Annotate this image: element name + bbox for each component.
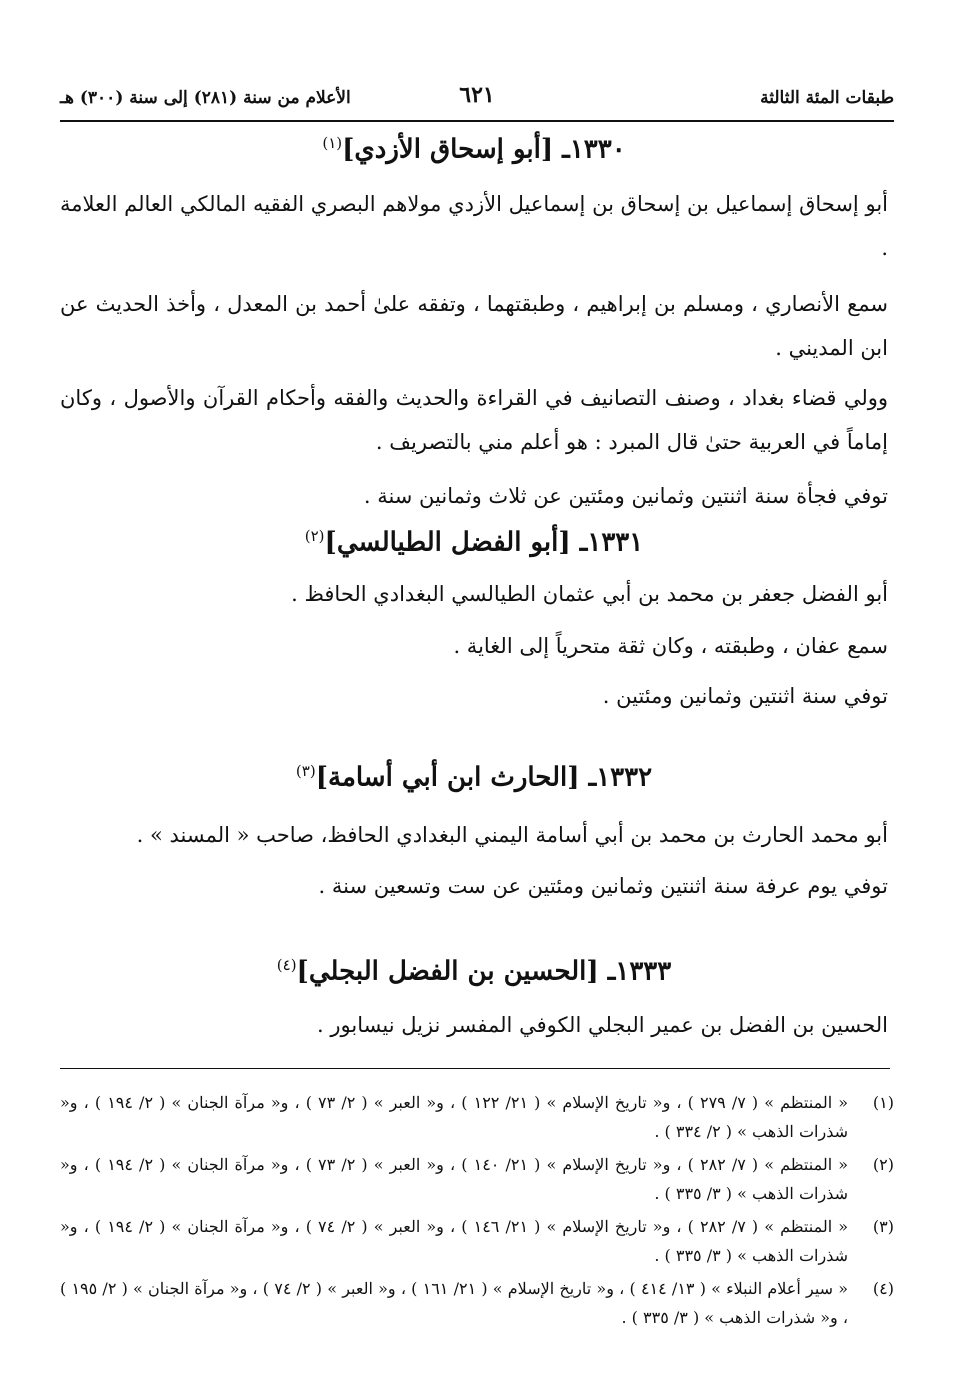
footnote-number: (١) — [872, 1093, 894, 1112]
footnote — [60, 1274, 894, 1332]
footnote-text: « سير أعلام النبلاء » ( ١٣/ ٤١٤ ) ، و« تاريخ الإسلام » ( ٢١/ ١٦١ ) ، و« العبر » ( ٢/ ٧٤ ) ، و« مرآة الجنان » ( ٢/ ١٩٥ ) ، و« شذرات الذهب » ( ٣/ ٣٣٥ ) . — [60, 1279, 849, 1327]
footnote-ref: (٣) — [295, 762, 316, 780]
entry-paragraph: توفي سنة اثنتين وثمانين ومئتين . — [602, 684, 888, 708]
entry-title: ١٣٣٣ـ [الحسين بن الفضل البجلي]$^{(٤)}$ — [276, 956, 672, 987]
entry-paragraph: الحسين بن الفضل بن عمير البجلي الكوفي المفسر نزيل نيسابور . — [317, 1013, 888, 1037]
entry-paragraph: سمع عفان ، وطبقته ، وكان ثقة متحرياً إلى الغاية . — [453, 634, 888, 658]
entry-title: ١٣٣٠ـ [أبو إسحاق الأزدي]$^{(١)}$ — [322, 134, 626, 165]
footnote-ref: (٤) — [276, 956, 297, 974]
footnote-number: (٤) — [872, 1279, 894, 1298]
running-header — [60, 82, 894, 122]
header-rule — [60, 120, 894, 122]
entry-paragraph: توفي يوم عرفة سنة اثنتين وثمانين ومئتين عن ست وتسعين سنة . — [318, 874, 888, 898]
entry-title: ١٣٣٢ـ [الحارث ابن أبي أسامة]$^{(٣)}$ — [295, 762, 653, 793]
entry-paragraph: أبو الفضل جعفر بن محمد بن أبي عثمان الطيالسي البغدادي الحافظ . — [291, 582, 888, 606]
page-number: ٦٢١ — [459, 82, 495, 108]
entry-paragraph: سمع الأنصاري ، ومسلم بن إبراهيم ، وطبقتهما ، وتفقه علىٰ أحمد بن المعدل ، وأخذ الحديث عن ابن المديني . — [60, 292, 888, 360]
footnote-number: (٣) — [872, 1217, 894, 1236]
footnote — [60, 1212, 894, 1270]
section-title: طبقات المئة الثالثة — [760, 88, 894, 108]
footnote-number: (٢) — [872, 1155, 894, 1174]
entry-paragraph: توفي فجأة سنة اثنتين وثمانين ومئتين عن ثلاث وثمانين سنة . — [363, 484, 888, 508]
entry-paragraph: أبو إسحاق إسماعيل بن إسحاق بن إسماعيل الأزدي مولاهم البصري الفقيه المالكي العالم العلامة . — [60, 192, 888, 260]
entry-title: ١٣٣١ـ [أبو الفضل الطيالسي]$^{(٢)}$ — [304, 527, 644, 558]
footnote-text: « المنتظم » ( ٧/ ٢٧٩ ) ، و« تاريخ الإسلام » ( ٢١/ ١٢٢ ) ، و« العبر » ( ٢/ ٧٣ ) ، و« مرآة الجنان » ( ٢/ ١٩٤ ) ، و« شذرات الذهب » ( ٢/ ٣٣٤ ) . — [60, 1093, 849, 1141]
chapter-range: الأعلام من سنة (٢٨١) إلى سنة (٣٠٠) هـ — [60, 88, 351, 108]
footnote-text: « المنتظم » ( ٧/ ٢٨٢ ) ، و« تاريخ الإسلام » ( ٢١/ ١٤٠ ) ، و« العبر » ( ٢/ ٧٣ ) ، و« مرآة الجنان » ( ٢/ ١٩٤ ) ، و« شذرات الذهب » ( ٣/ ٣٣٥ ) . — [60, 1155, 849, 1203]
footnote-rule — [60, 1068, 890, 1069]
footnote-ref: (١) — [322, 134, 343, 152]
footnote-text: « المنتظم » ( ٧/ ٢٨٢ ) ، و« تاريخ الإسلام » ( ٢١/ ١٤٦ ) ، و« العبر » ( ٢/ ٧٤ ) ، و« مرآة الجنان » ( ٢/ ١٩٤ ) ، و« شذرات الذهب » ( ٣/ ٣٣٥ ) . — [60, 1217, 849, 1265]
footnote — [60, 1150, 894, 1208]
footnote-ref: (٢) — [304, 527, 325, 545]
entry-paragraph: أبو محمد الحارث بن محمد بن أبي أسامة اليمني البغدادي الحافظ، صاحب « المسند » . — [136, 823, 888, 847]
footnote — [60, 1088, 894, 1146]
entry-paragraph: وولي قضاء بغداد ، وصنف التصانيف في القراءة والحديث والفقه وأحكام القرآن والأصول ، وكان إماماً في العربية حتىٰ قال المبرد : هو أعلم مني بالتصريف . — [60, 386, 888, 454]
